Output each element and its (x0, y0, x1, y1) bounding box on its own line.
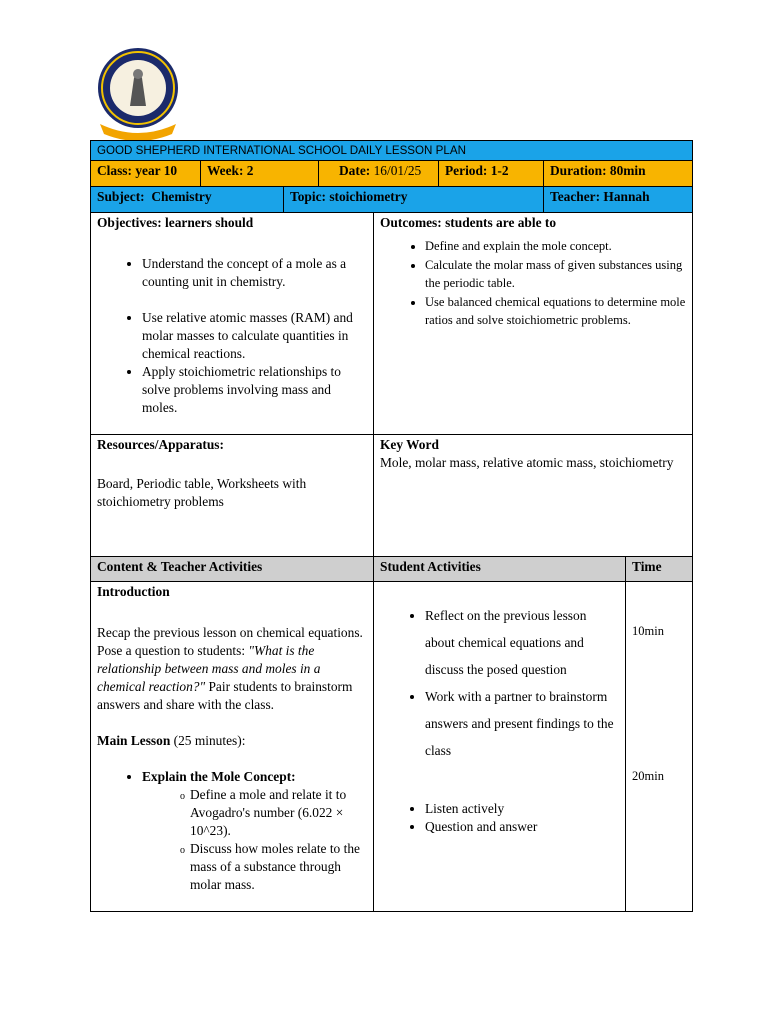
main-lesson-line (97, 732, 367, 750)
time-intro: 10min (632, 624, 664, 638)
list-item: • Apply stoichiometric relationships to solve problems involving mass and moles. (142, 363, 367, 417)
main-lesson-list (97, 768, 367, 894)
keyword-heading: Key Word (380, 437, 439, 452)
time-main: 20min (632, 769, 664, 783)
objectives-heading: Objectives: learners should (97, 215, 254, 230)
duration-label: Duration: 80min (544, 161, 693, 187)
week-label: Week: 2 (201, 161, 319, 187)
list-item: • Listen actively (425, 800, 619, 818)
intro-text: Recap the previous lesson on chemical equations. Pose a question to students: (97, 625, 363, 658)
resources-cell (91, 435, 374, 557)
subject-cell (91, 187, 284, 213)
sub-list (142, 786, 367, 894)
student-list-b (380, 800, 619, 836)
date-label: Date: (339, 163, 371, 178)
student-activities-header: Student Activities (374, 557, 626, 582)
resources-text: Board, Periodic table, Worksheets with stoichiometry problems (97, 476, 307, 509)
keyword-text: Mole, molar mass, relative atomic mass, stoichiometry (380, 455, 674, 470)
list-item: • Question and answer (425, 818, 619, 836)
intro-paragraph (97, 624, 367, 714)
list-item: • Reflect on the previous lesson about chemical equations and discuss the posed question (425, 602, 619, 683)
list-item: • Work with a partner to brainstorm answers and present findings to the class (425, 683, 619, 764)
time-cell (626, 582, 693, 912)
intro-heading: Introduction (97, 584, 170, 599)
explain-heading: Explain the Mole Concept: (142, 769, 296, 784)
outcomes-cell (374, 213, 693, 435)
intro-text-2: Pair students to brainstorm answers and share with the class. (97, 679, 353, 712)
list-item: • Use balanced chemical equations to determine mole ratios and solve stoichiometric problems. (425, 293, 686, 330)
teacher-label: Teacher: Hannah (544, 187, 693, 213)
main-lesson-heading: Main Lesson (97, 733, 171, 748)
topic-label: Topic: stoichiometry (284, 187, 544, 213)
teacher-activities-cell (91, 582, 374, 912)
list-item: • Use relative atomic masses (RAM) and molar masses to calculate quantities in chemical reactions. (142, 309, 367, 363)
lesson-plan-table (90, 140, 693, 912)
subject-label: Subject: (97, 189, 145, 204)
list-item: • Understand the concept of a mole as a counting unit in chemistry. (142, 255, 367, 291)
resources-heading: Resources/Apparatus: (97, 437, 224, 452)
objectives-list (97, 255, 367, 417)
school-crest-icon (90, 44, 186, 140)
list-item: • Calculate the molar mass of given substances using the periodic table. (425, 256, 686, 293)
subject-value: Chemistry (151, 189, 212, 204)
outcomes-heading: Outcomes: students are able to (380, 215, 557, 230)
list-item: • Define and explain the mole concept. (425, 237, 686, 256)
objectives-cell (91, 213, 374, 435)
teacher-activities-header: Content & Teacher Activities (91, 557, 374, 582)
period-label: Period: 1-2 (439, 161, 544, 187)
sub-list-item: o Discuss how moles relate to the mass of a substance through molar mass. (190, 840, 367, 894)
student-list-a (380, 602, 619, 764)
header-title: GOOD SHEPHERD INTERNATIONAL SCHOOL DAILY LESSON PLAN (91, 141, 693, 161)
student-activities-cell (374, 582, 626, 912)
intro-question: "What is the relationship between mass and moles in a chemical reaction?" (97, 643, 321, 694)
sub-list-item: o Define a mole and relate it to Avogadro's number (6.022 × 10^23). (190, 786, 367, 840)
main-lesson-duration: (25 minutes): (170, 733, 246, 748)
class-label: Class: year 10 (91, 161, 201, 187)
time-header: Time (626, 557, 693, 582)
date-cell (319, 161, 439, 187)
list-item (142, 768, 367, 894)
outcomes-list (380, 237, 686, 330)
date-value: 16/01/25 (373, 163, 422, 178)
keyword-cell (374, 435, 693, 557)
